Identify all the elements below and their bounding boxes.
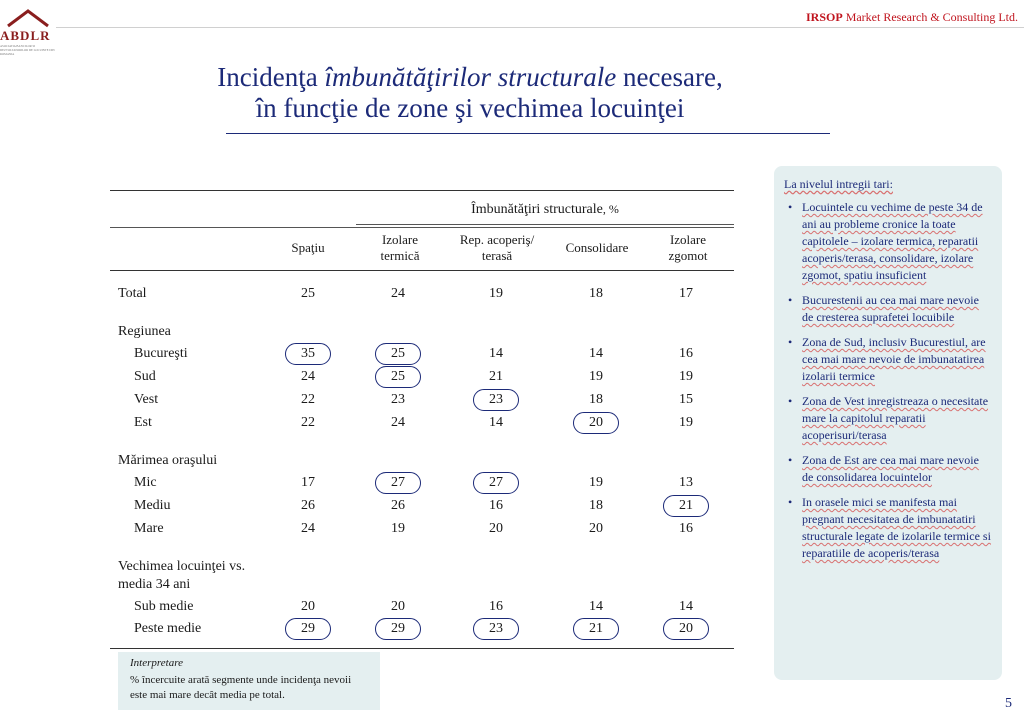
table-header-top-rule: [110, 227, 734, 228]
table-cell: 21: [489, 369, 503, 384]
summary-bullet: [784, 452, 992, 486]
table-cell: 21: [679, 498, 693, 513]
table-cell: 20: [589, 521, 603, 536]
table-cell: 18: [589, 498, 603, 513]
summary-bullet: [784, 494, 992, 562]
row-label: Sud: [134, 369, 156, 384]
table-cell: 18: [589, 286, 603, 301]
table-cell: 22: [301, 392, 315, 407]
table-cell: 15: [679, 392, 693, 407]
table-cell: 16: [489, 599, 503, 614]
table-cell: 24: [391, 415, 405, 430]
table-cell: 24: [301, 521, 315, 536]
table-cell: 19: [589, 475, 603, 490]
col-header-spatiu: Spaţiu: [291, 240, 325, 255]
summary-bullet: [784, 292, 992, 326]
col-header-rep-acoperis: Rep. acoperiş/ terasă: [459, 232, 535, 263]
table-cell: 29: [301, 621, 315, 636]
table-cell: 14: [589, 599, 603, 614]
title-line1-a: Incidenţa: [217, 62, 325, 92]
table-cell: 26: [301, 498, 315, 513]
table-bottom-rule: [110, 648, 734, 649]
title-line1-c: necesare,: [616, 62, 723, 92]
table-cell: 19: [589, 369, 603, 384]
table-cell: 22: [301, 415, 315, 430]
table-cell: 29: [391, 621, 405, 636]
table-cell: 17: [679, 286, 693, 301]
summary-bullet: [784, 393, 992, 444]
table-cell: 20: [301, 599, 315, 614]
house-roof-icon: [6, 8, 50, 28]
interpretation-text: % încercuite arată segmente unde incidenţa nevoii este mai mare decât media pe total.: [130, 674, 352, 701]
header-divider: [56, 27, 1024, 28]
table-cell: 23: [391, 392, 405, 407]
table-group-header: [356, 202, 734, 218]
page-title: [110, 62, 830, 124]
row-label: Regiunea: [118, 324, 171, 339]
row-label: Vest: [134, 392, 159, 407]
row-label: Peste medie: [134, 621, 202, 636]
table-cell: 16: [679, 521, 693, 536]
company-bold: IRSOP: [806, 10, 843, 24]
title-underline: [226, 133, 830, 134]
table-cell: 14: [679, 599, 693, 614]
summary-bullet: [784, 334, 992, 385]
table-group-title: Îmbunătăţiri structurale: [471, 202, 603, 217]
summary-bullet-text: Bucurestenii au cea mai mare nevoie de cresterea suprafetei locuibile: [802, 293, 979, 324]
col-header-consolidare: Consolidare: [565, 240, 629, 255]
company-rest: Market Research & Consulting Ltd.: [842, 10, 1018, 24]
table-cell: 14: [489, 415, 503, 430]
col-header-izolare-termica: Izolare termică: [380, 232, 420, 263]
table-cell: 20: [391, 599, 405, 614]
company-name: [806, 10, 1018, 25]
table-cell: 19: [679, 369, 693, 384]
row-label: Bucureşti: [134, 346, 188, 361]
table-cell: 23: [489, 621, 503, 636]
summary-bullet: [784, 199, 992, 284]
row-label: Vechimea locuinţei vs. media 34 ani: [118, 559, 246, 592]
table-cell: 16: [489, 498, 503, 513]
table-cell: 35: [301, 346, 315, 361]
table-cell: 27: [391, 475, 405, 490]
table-cell: 23: [489, 392, 503, 407]
col-header-izolare-zgomot: Izolare zgomot: [668, 232, 708, 263]
table-header-bottom-rule: [110, 270, 734, 271]
row-label: Sub medie: [134, 599, 194, 614]
table-cell: 19: [391, 521, 405, 536]
table-cell: 27: [489, 475, 503, 490]
table-cell: 18: [589, 392, 603, 407]
summary-heading: [784, 176, 992, 193]
logo-subtitle: ASOCIATIA BANCILOR SI DEZVOLTATORILOR DE LOCUINTE DIN ROMANIA: [0, 44, 55, 56]
table-cell: 25: [391, 346, 405, 361]
logo-text: ABDLR: [0, 28, 51, 43]
title-line1-italic: îmbunătăţirilor structurale: [324, 62, 617, 92]
title-line2: în funcţie de zone şi vechimea locuinţei: [255, 93, 685, 123]
summary-panel: [774, 166, 1002, 680]
table-cell: 14: [589, 346, 603, 361]
table-cell: 19: [679, 415, 693, 430]
row-label: Mărimea oraşului: [118, 453, 218, 468]
summary-bullet-text: In orasele mici se manifesta mai pregnant necesitatea de imbunatatiri structurale legate de izolarile termice si reparatiile de acoperis/terasa: [802, 495, 991, 560]
abdlr-logo: [0, 8, 60, 56]
table-cell: 19: [489, 286, 503, 301]
table-cell: 21: [589, 621, 603, 636]
row-label: Est: [134, 415, 152, 430]
interpretation-heading: Interpretare: [130, 657, 183, 669]
summary-bullet-text: Locuintele cu vechime de peste 34 de ani au probleme cronice la toate capitolele – izolare termica, reparatii acoperis/terasa, consolidare, izolare zgomot, spatiu insuficient: [802, 200, 983, 282]
summary-bullet-text: Zona de Vest inregistreaza o necesitate mare la capitolul reparatii acoperisuri/terasa: [802, 394, 989, 442]
summary-heading-text: La nivelul intregii tari:: [784, 177, 893, 191]
table-cell: 26: [391, 498, 405, 513]
table-cell: 20: [589, 415, 603, 430]
summary-bullet-text: Zona de Est are cea mai mare nevoie de consolidarea locuintelor: [802, 453, 979, 484]
page-number: 5: [1005, 696, 1012, 711]
table-group-unit: , %: [602, 202, 619, 216]
table-cell: 16: [679, 346, 693, 361]
table-cell: 14: [489, 346, 503, 361]
row-label: Mediu: [134, 498, 171, 513]
table-cell: 25: [391, 369, 405, 384]
table-group-rule: [356, 224, 734, 225]
table-top-rule: [110, 190, 734, 191]
row-label: Total: [118, 286, 147, 301]
table-cell: 24: [391, 286, 405, 301]
table-cell: 20: [489, 521, 503, 536]
table-cell: 17: [301, 475, 315, 490]
interpretation-box: [118, 652, 380, 710]
table-cell: 24: [301, 369, 315, 384]
row-label: Mic: [134, 475, 157, 490]
table-cell: 13: [679, 475, 693, 490]
summary-bullet-text: Zona de Sud, inclusiv Bucurestiul, are cea mai mare nevoie de imbunatatirea izolarii termice: [802, 335, 986, 383]
summary-list: [784, 199, 992, 562]
row-label: Mare: [134, 521, 164, 536]
table-cell: 20: [679, 621, 693, 636]
table-cell: 25: [301, 286, 315, 301]
